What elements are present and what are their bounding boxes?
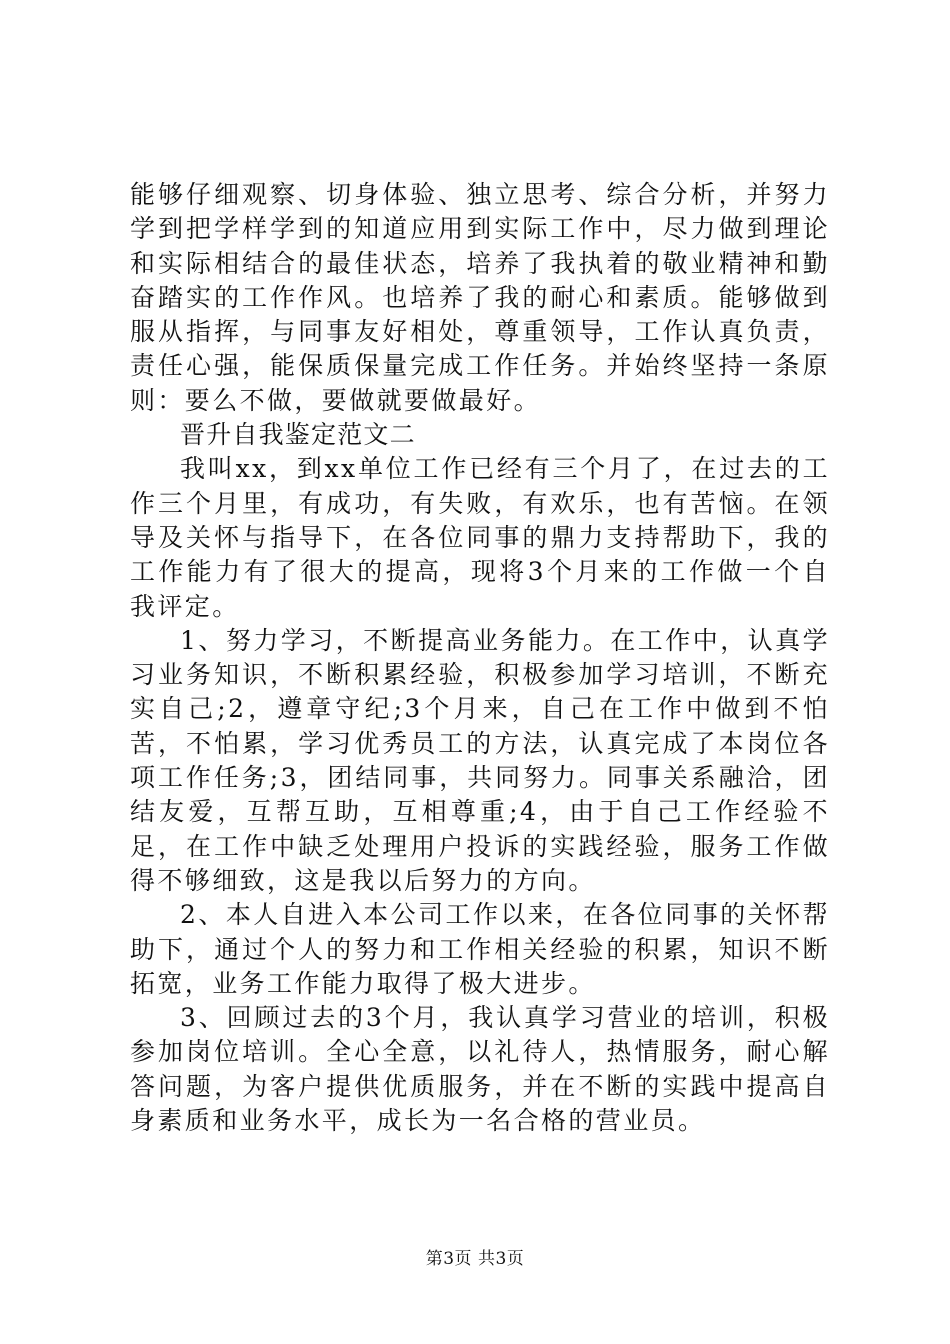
paragraph-item-2: 2、本人自进入本公司工作以来，在各位同事的关怀帮助下，通过个人的努力和工作相关经验的积累，知识不断拓宽，业务工作能力取得了极大进步。: [130, 900, 830, 998]
paragraph-item-1: 1、努力学习，不断提高业务能力。在工作中，认真学习业务知识，不断积累经验，积极参加学习培训，不断充实自己;2，遵章守纪;3个月来，自己在工作中做到不怕苦，不怕累，学习优秀员工的方法，认真完成了本岗位各项工作任务;3，团结同事，共同努力。同事关系融洽，团结友爱，互帮互助，互相尊重;4，由于自己工作经验不足，在工作中缺乏处理用户投诉的实践经验，服务工作做得不够细致，这是我以后努力的方向。: [130, 625, 830, 895]
page-number-footer: 第3页 共3页: [425, 1249, 525, 1269]
document-body: [130, 178, 830, 1138]
paragraph-intro: 我叫xx，到xx单位工作已经有三个月了，在过去的工作三个月里，有成功，有失败，有欢乐，也有苦恼。在领导及关怀与指导下，在各位同事的鼎力支持帮助下，我的工作能力有了很大的提高，现将3个月来的工作做一个自我评定。: [130, 454, 830, 621]
paragraph-continuation: 能够仔细观察、切身体验、独立思考、综合分析，并努力学到把学样学到的知道应用到实际工作中，尽力做到理论和实际相结合的最佳状态，培养了我执着的敬业精神和勤奋踏实的工作作风。也培养了我的耐心和素质。能够做到服从指挥，与同事友好相处，尊重领导，工作认真负责，责任心强，能保质保量完成工作任务。并始终坚持一条原则：要么不做，要做就要做最好。: [130, 180, 830, 415]
paragraph-item-3: 3、回顾过去的3个月，我认真学习营业的培训，积极参加岗位培训。全心全意，以礼待人，热情服务，耐心解答问题，为客户提供优质服务，并在不断的实践中提高自身素质和业务水平，成长为一名合格的营业员。: [130, 1003, 830, 1136]
section-heading: 晋升自我鉴定范文二: [180, 420, 416, 450]
